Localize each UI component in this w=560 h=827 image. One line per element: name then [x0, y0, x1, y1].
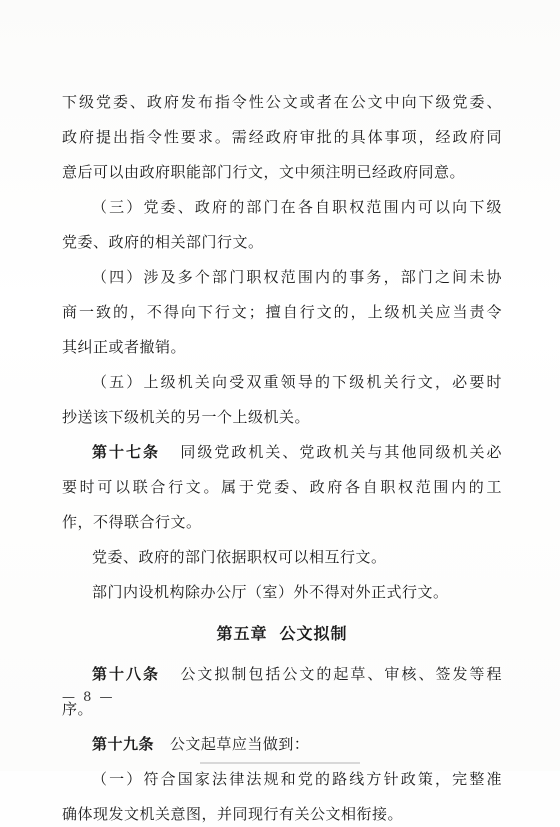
page-number: — 8 — — [62, 690, 115, 705]
chapter-heading — [62, 619, 502, 649]
text-line: （一）符合国家法律法规和党的路线方针政策，完整准 — [92, 770, 502, 788]
text-line: 党委、政府的相关部门行文。 — [62, 233, 264, 251]
article-number: 第十七条 — [92, 443, 161, 461]
text-line: 意后可以由政府职能部门行文，文中须注明已经政府同意。 — [62, 163, 466, 181]
text-line: 下级党委、政府发布指令性公文或者在公文中向下级党委、 — [62, 93, 502, 111]
text-line: 部门内设机构除办公厅（室）外不得对外正式行文。 — [92, 583, 449, 601]
text-line: 作，不得联合行文。 — [62, 513, 202, 531]
text-line: 政府提出指令性要求。需经政府审批的具体事项，经政府同 — [62, 128, 502, 146]
text-line: 序。 — [62, 700, 94, 718]
text-line: （三）党委、政府的部门在各自职权范围内可以向下级 — [92, 198, 502, 216]
text-line: （五）上级机关向受双重领导的下级机关行文，必要时 — [92, 373, 502, 391]
text-line: 商一致的，不得向下行文；擅自行文的，上级机关应当责令 — [62, 303, 502, 321]
article-text: 公文起草应当做到： — [169, 735, 310, 753]
article-line — [62, 661, 502, 687]
chapter-number: 第五章 — [216, 624, 268, 643]
article-text: 公文拟制包括公文的起草、审核、签发等程 — [180, 665, 502, 683]
text-line: 确体现发文机关意图，并同现行有关公文相衔接。 — [62, 805, 404, 823]
text-line: （四）涉及多个部门职权范围内的事务，部门之间未协 — [92, 268, 502, 286]
scan-edge-mark — [200, 762, 360, 764]
article-line — [62, 731, 502, 757]
article-text: 同级党政机关、党政机关与其他同级机关必 — [180, 443, 502, 461]
article-line — [62, 439, 502, 465]
text-line: 其纠正或者撤销。 — [62, 338, 187, 356]
text-line: 要时可以联合行文。属于党委、政府各自职权范围内的工 — [62, 478, 502, 496]
article-number: 第十八条 — [92, 665, 161, 683]
document-body — [62, 89, 502, 827]
text-line: 抄送该下级机关的另一个上级机关。 — [62, 408, 311, 426]
article-number: 第十九条 — [92, 735, 155, 753]
text-line: 党委、政府的部门依据职权可以相互行文。 — [92, 548, 387, 566]
chapter-title: 公文拟制 — [279, 624, 348, 643]
